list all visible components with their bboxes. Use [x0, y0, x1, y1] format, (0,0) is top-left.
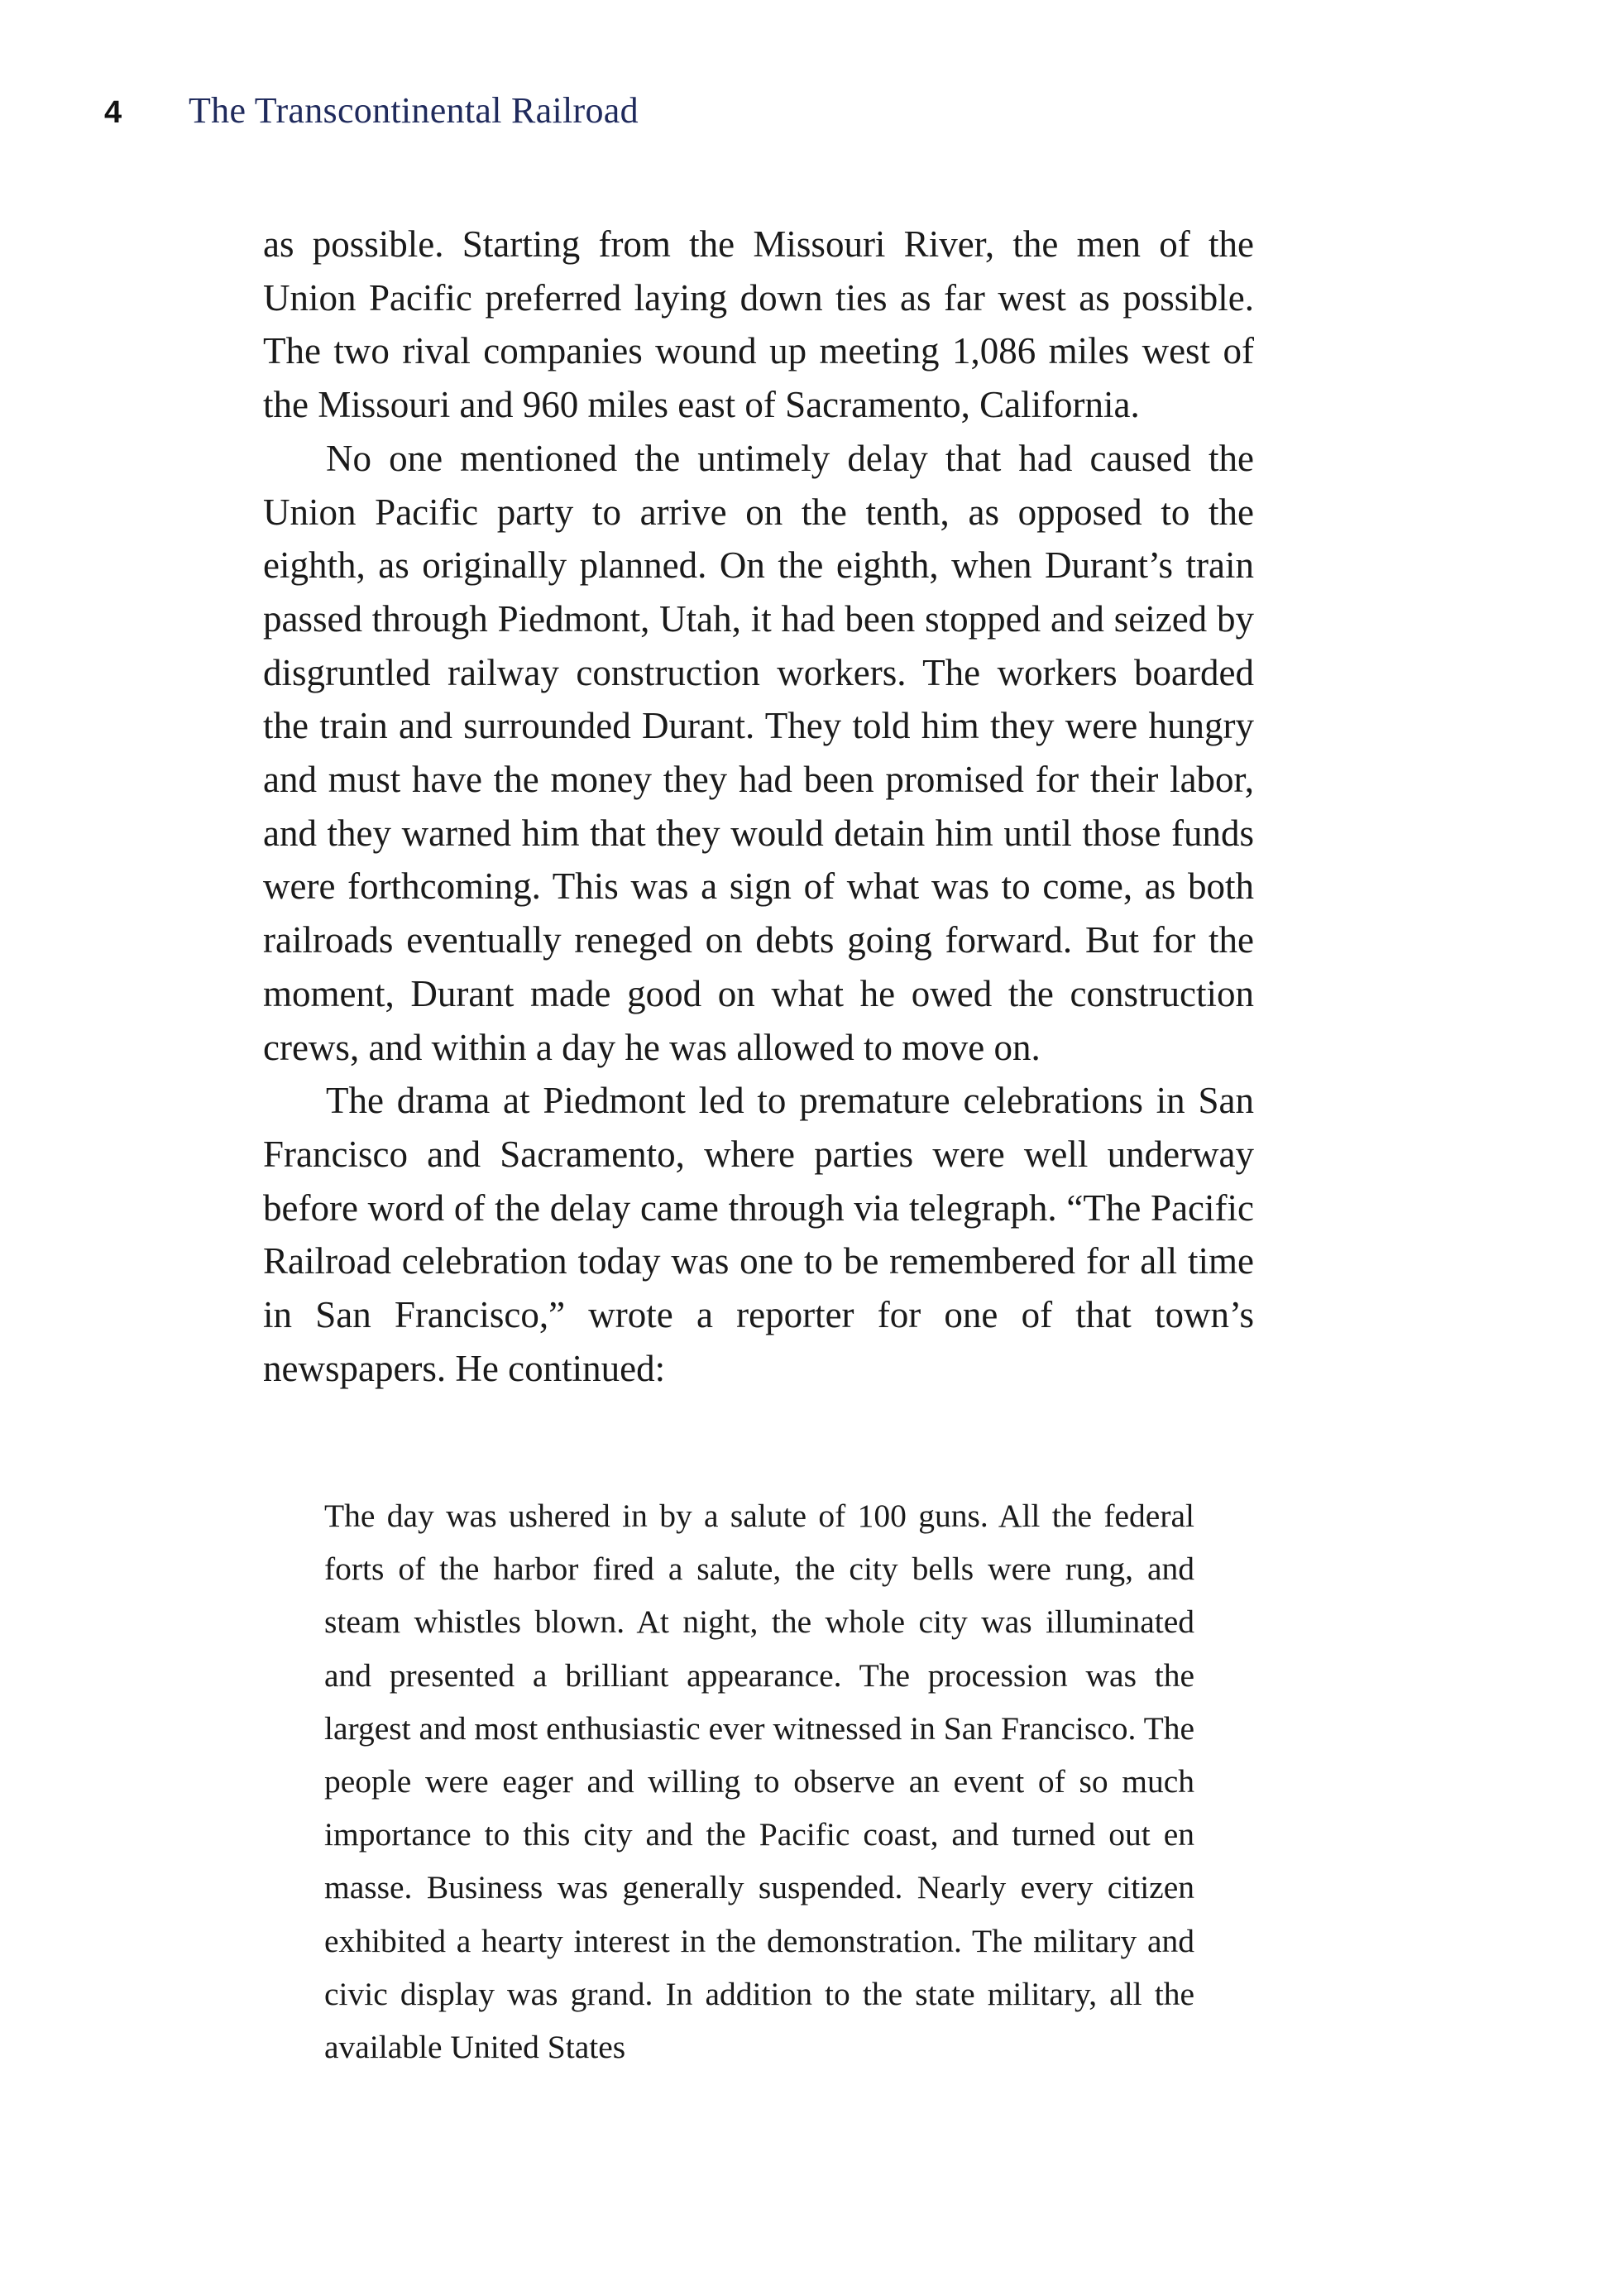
paragraph-3: The drama at Piedmont led to premature celebrations in San Francisco and Sacramento, where parties were well underway before word of the delay came through via telegraph. “The Pacific Railroad celebration today was one to be remembered for all time in San Francisco,” wrote a reporter for one of that town’s newspapers. He continued: — [263, 1080, 1254, 1389]
block-quote — [324, 1489, 1194, 2073]
paragraph-2: No one mentioned the untimely delay that had caused the Union Pacific party to arrive on the tenth, as opposed to the eighth, as originally planned. On the eighth, when Durant’s train passed through Piedmont, Utah, it had been stopped and seized by disgruntled railway construction workers. The workers boarded the train and surrounded Durant. They told him they were hungry and must have the money they had been promised for their labor, and they warned him that they would detain him until those funds were forthcoming. This was a sign of what was to come, as both railroads eventually reneged on debts going forward. But for the moment, Durant made good on what he owed the construction crews, and within a day he was allowed to move on. — [263, 437, 1254, 1068]
running-title: The Transcontinental Railroad — [189, 90, 639, 131]
quote-text: The day was ushered in by a salute of 100 guns. All the federal forts of the harbor fired a salute, the city bells were rung, and steam whistles blown. At night, the whole city was illuminated and presented a brilliant appearance. The procession was the largest and most enthusiastic ever witnessed in San Francisco. The people were eager and willing to observe an event of so much importance to this city and the Pacific coast, and turned out en masse. Business was generally suspended. Nearly every citizen exhibited a hearty interest in the demonstration. The military and civic display was grand. In addition to the state military, all the available United States — [324, 1498, 1194, 2066]
paragraph-1: as possible. Starting from the Missouri River, the men of the Union Pacific preferred laying down ties as far west as possible. The two rival companies wound up meeting 1,086 miles west of the Missouri and 960 miles east of Sacramento, California. — [263, 223, 1254, 426]
body-text — [263, 218, 1254, 1395]
running-head — [104, 89, 639, 139]
page-number: 4 — [104, 95, 122, 130]
